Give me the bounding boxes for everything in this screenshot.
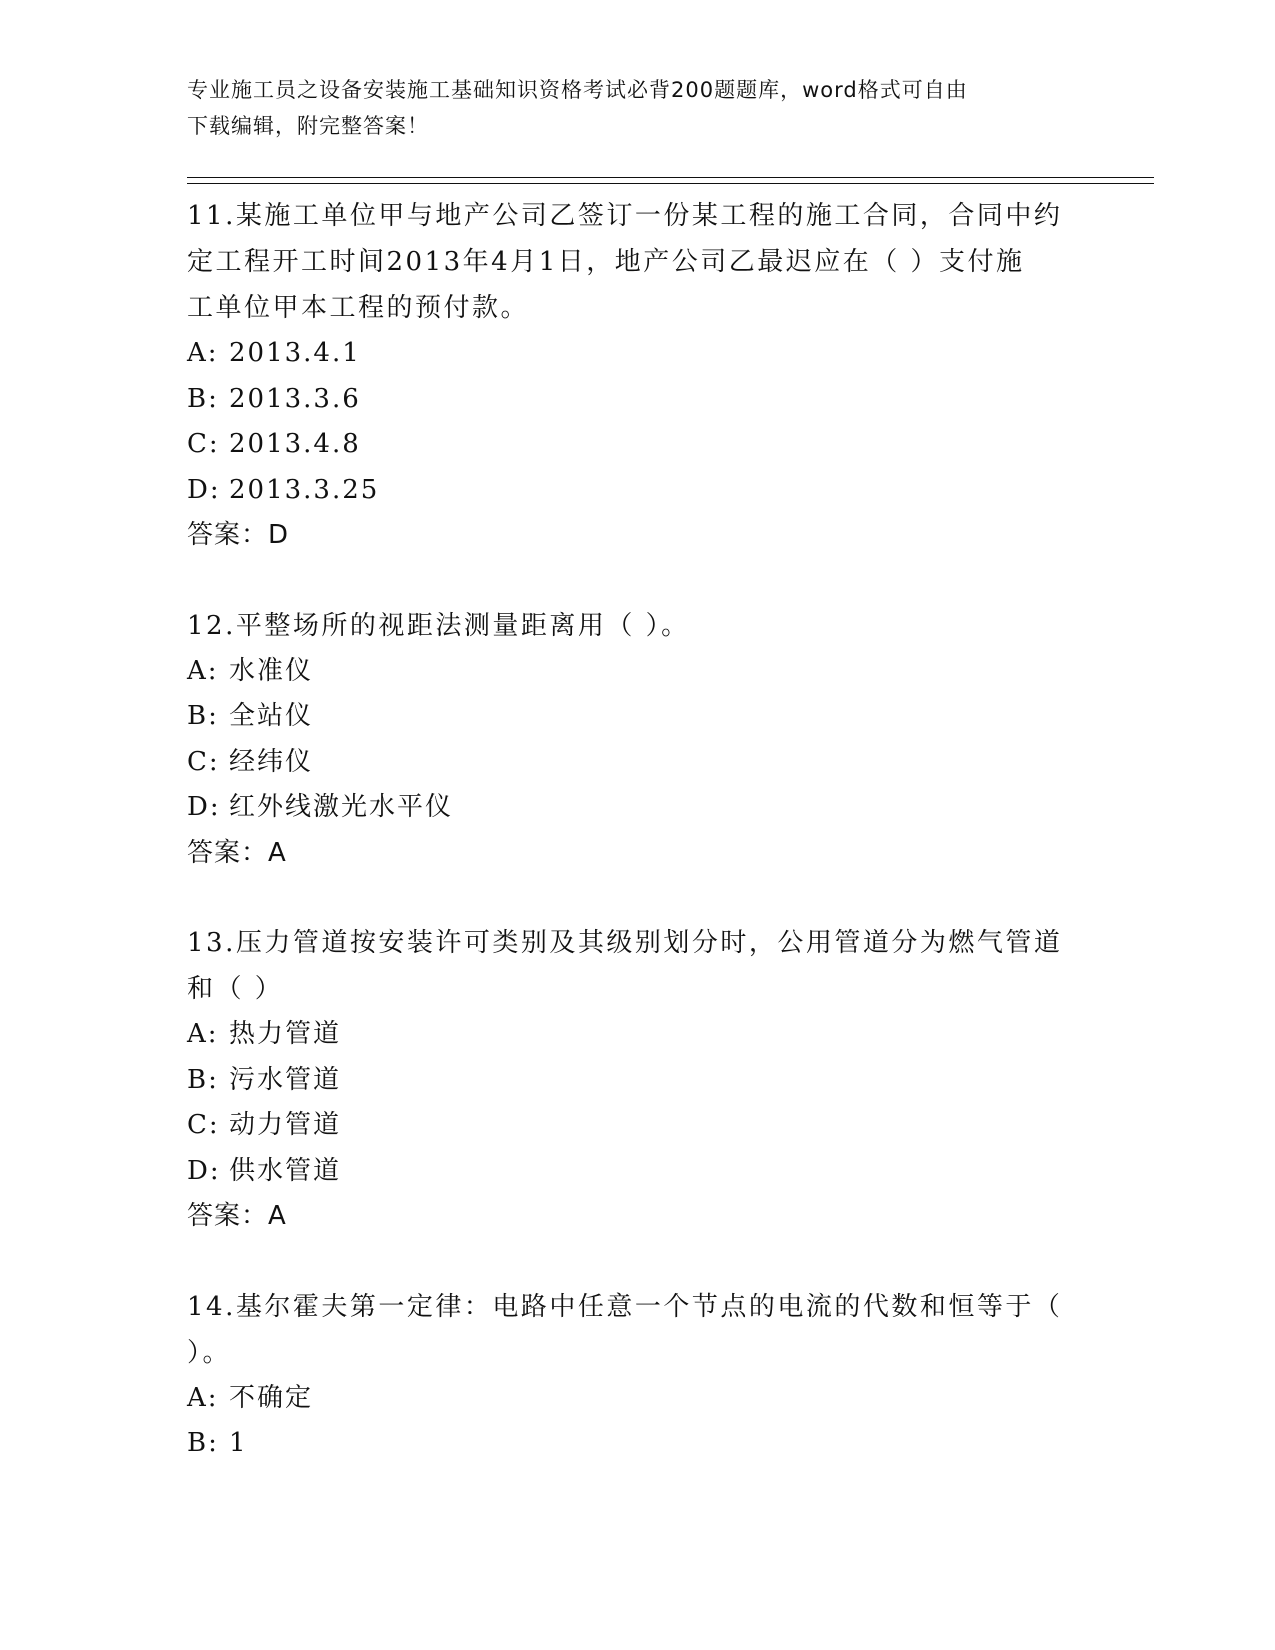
- option-key: A:: [187, 655, 219, 686]
- option-key: B:: [187, 701, 219, 731]
- answer-line: 答案：A: [187, 837, 287, 868]
- question-text-line: ）。: [187, 1337, 232, 1368]
- question-text-line: 12.平整场所的视距法测量距离用（ ）。: [187, 610, 690, 641]
- option-key: A:: [187, 338, 219, 368]
- option-text: 污水管道: [229, 1064, 342, 1095]
- option-key: B:: [187, 1064, 219, 1095]
- question-text-line: 13.压力管道按安装许可类别及其级别划分时，公用管道分为燃气管道: [187, 928, 1063, 958]
- option-text: 供水管道: [229, 1155, 342, 1186]
- question-block-14: [187, 1284, 1087, 1467]
- question-block-11: [187, 193, 1087, 559]
- option-key: A:: [187, 1019, 219, 1049]
- option-key: C:: [187, 746, 220, 777]
- option-b: [187, 377, 1087, 423]
- option-text: 2013.3.6: [229, 383, 361, 414]
- answer-line: 答案：A: [187, 1201, 287, 1231]
- question-text-line: 和（ ）: [187, 974, 284, 1004]
- header-divider-bottom: [187, 183, 1154, 184]
- option-text: 全站仪: [229, 701, 314, 731]
- option-a: [187, 1376, 1087, 1422]
- option-text: 红外线激光水平仪: [229, 792, 454, 822]
- option-d: [187, 468, 1087, 514]
- option-c: [187, 740, 1087, 786]
- answer-line: 答案：D: [187, 520, 290, 550]
- question-text-line: 定工程开工时间2013年4月1日，地产公司乙最迟应在（ ）支付施: [187, 247, 1025, 277]
- option-c: [187, 1103, 1087, 1149]
- header-title-line-1: 专业施工员之设备安装施工基础知识资格考试必背200题题库，word格式可自由: [187, 78, 968, 102]
- header-title-line-2: 下载编辑，附完整答案！: [187, 114, 429, 138]
- option-a: [187, 331, 1087, 377]
- option-text: 经纬仪: [229, 746, 314, 777]
- option-a: [187, 1012, 1087, 1058]
- option-d: [187, 1149, 1087, 1195]
- option-text: 1: [229, 1428, 248, 1458]
- option-text: 2013.4.1: [229, 338, 361, 368]
- option-d: [187, 785, 1087, 831]
- option-text: 2013.3.25: [229, 474, 380, 505]
- question-text-line: 14.基尔霍夫第一定律：电路中任意一个节点的电流的代数和恒等于（: [187, 1291, 1063, 1322]
- option-text: 2013.4.8: [229, 429, 361, 459]
- option-a: [187, 649, 1087, 695]
- question-text-line: 11.某施工单位甲与地产公司乙签订一份某工程的施工合同，合同中约: [187, 201, 1063, 231]
- question-text-line: 工单位甲本工程的预付款。: [187, 293, 530, 323]
- option-key: C:: [187, 429, 220, 459]
- option-key: B:: [187, 1428, 219, 1458]
- document-header: [187, 72, 1067, 144]
- option-key: B:: [187, 383, 219, 414]
- option-text: 不确定: [229, 1382, 314, 1413]
- option-key: D:: [187, 792, 221, 822]
- option-b: [187, 694, 1087, 740]
- header-divider-top: [187, 177, 1154, 178]
- question-block-12: [187, 603, 1087, 877]
- option-text: 水准仪: [229, 655, 314, 686]
- option-b: [187, 1058, 1087, 1104]
- option-text: 动力管道: [229, 1110, 342, 1140]
- option-key: A:: [187, 1382, 219, 1413]
- option-key: C:: [187, 1110, 220, 1140]
- option-key: D:: [187, 1155, 221, 1186]
- question-block-13: [187, 920, 1087, 1240]
- option-key: D:: [187, 474, 221, 505]
- option-b: [187, 1421, 1087, 1467]
- question-list: [187, 193, 1087, 1467]
- option-c: [187, 422, 1087, 468]
- option-text: 热力管道: [229, 1019, 342, 1049]
